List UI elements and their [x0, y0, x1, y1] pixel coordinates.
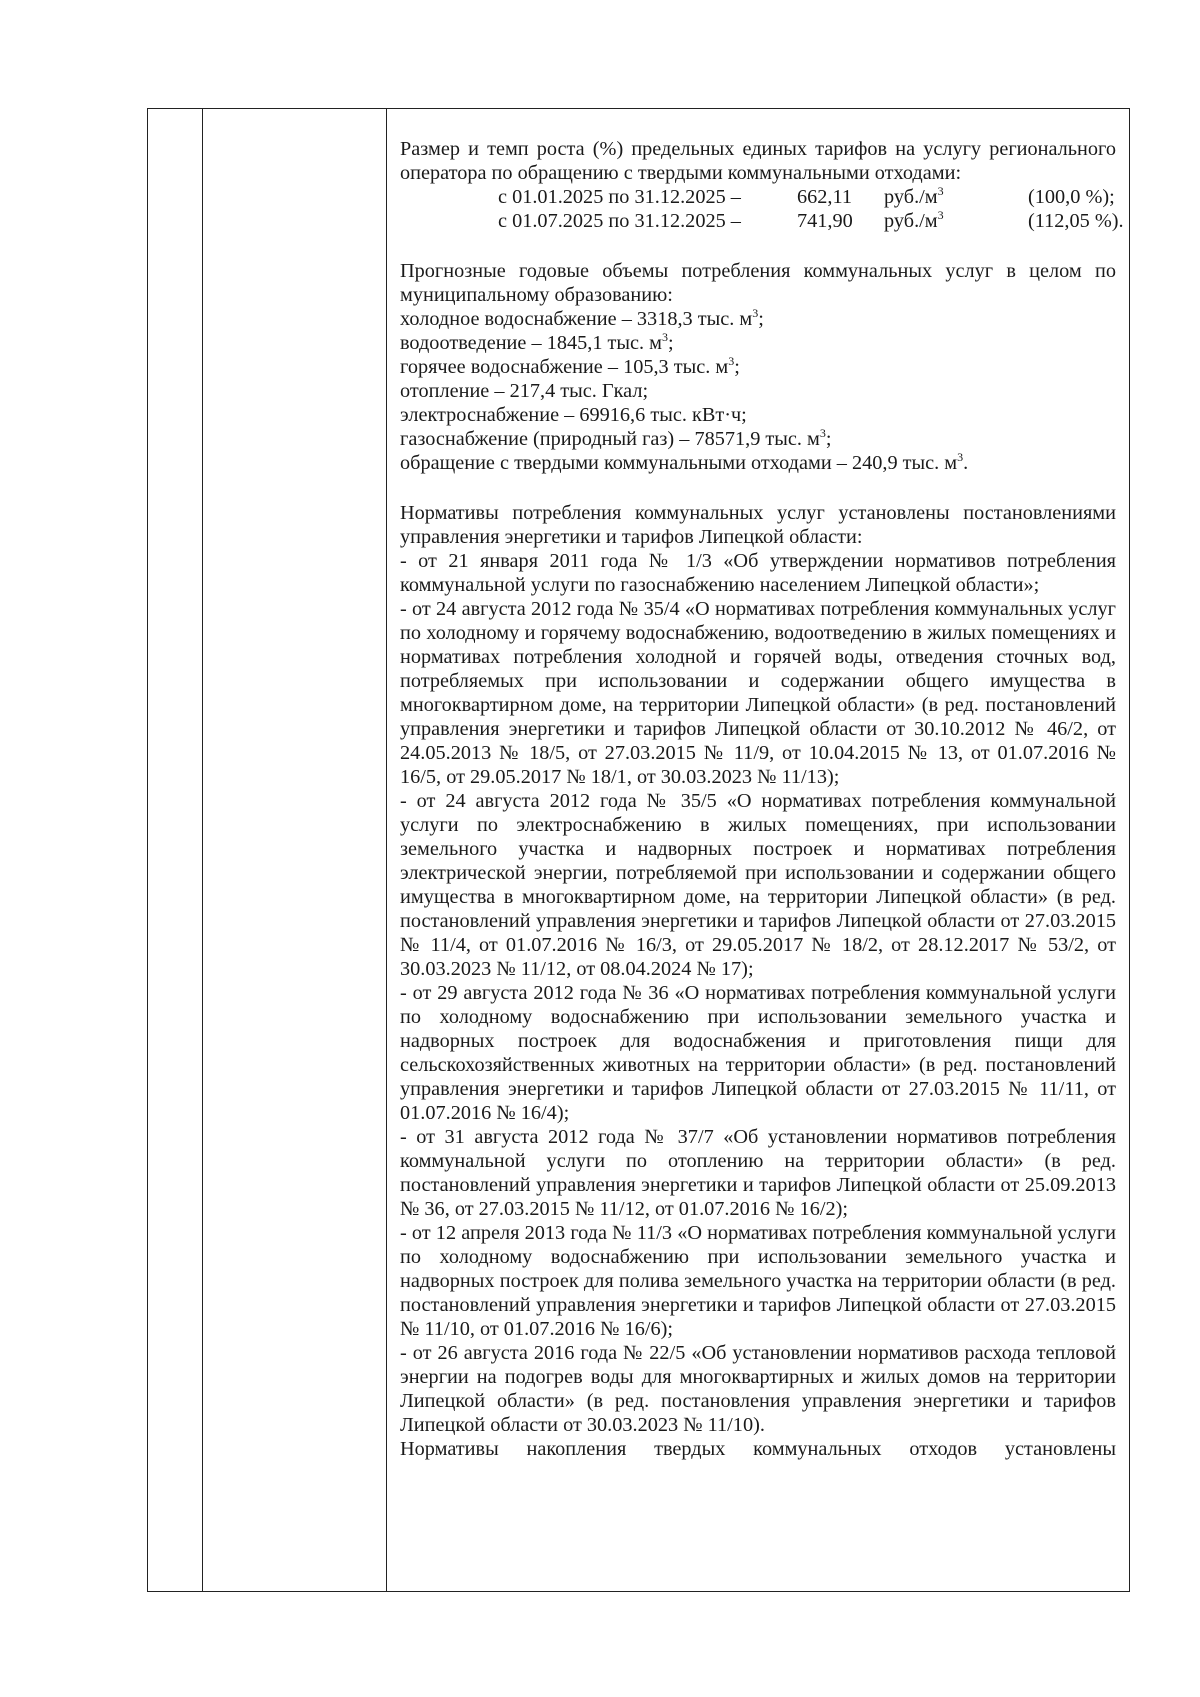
norm-item: - от 24 августа 2012 года № 35/4 «О нормативах потребления коммунальных услуг по холодному и горячему водоснабжению, водоотведению в жилых помещениях и нормативах потребления холодной и горячей воды, отведения сточных вод, потребляемых при использовании и содержании общего имущества в многоквартирном доме, на территории Липецкой области» (в ред. постановлений управления энергетики и тарифов Липецкой области от 30.10.2012 № 46/2, от 24.05.2013 № 18/5, от 27.03.2015 № 11/9, от 10.04.2015 № 13, от 01.07.2016 № 16/5, от 29.05.2017 № 18/1, от 30.03.2023 № 11/13);: [400, 598, 1116, 788]
table-column-divider: [386, 108, 387, 1592]
tariff-row: [400, 208, 1124, 233]
tariff-price: 741,90: [797, 210, 853, 232]
norm-item: - от 21 января 2011 года № 1/3 «Об утверждении нормативов потребления коммунальной услуги по газоснабжению населением Липецкой области»;: [400, 550, 1116, 596]
tariff-percent: (112,05 %).: [1028, 210, 1124, 232]
volume-item: водоотведение – 1845,1 тыс. $м^3$;: [400, 330, 674, 354]
volume-item: отопление – 217,4 тыс. Гкал;: [400, 380, 649, 402]
tariff-period: с 01.01.2025 по 31.12.2025 –: [498, 186, 741, 208]
tariff-unit: $руб./м^3$: [884, 208, 944, 232]
tariff-unit: $руб./м^3$: [884, 184, 944, 208]
norms-intro: Нормативы потребления коммунальных услуг установлены постановлениями управления энергетики и тарифов Липецкой области:: [400, 502, 1116, 548]
tariff-price: 662,11: [797, 186, 853, 208]
tariff-percent: (100,0 %);: [1028, 186, 1115, 208]
tariff-row: [400, 185, 1116, 209]
tariffs-intro: Размер и темп роста (%) предельных единых тарифов на услугу регионального оператора по обращению с твердыми коммунальными отходами:: [400, 138, 1116, 184]
volume-item: газоснабжение (природный газ) – 78571,9 тыс. $м^3$;: [400, 426, 832, 450]
norm-item: - от 29 августа 2012 года № 36 «О нормативах потребления коммунальной услуги по холодному водоснабжению при использовании земельного участка и надворных построек для водоснабжения и приготовления пищи для сельскохозяйственных животных на территории области» (в ред. постановлений управления энергетики и тарифов Липецкой области от 27.03.2015 № 11/11, от 01.07.2016 № 16/4);: [400, 982, 1116, 1124]
norm-item: - от 31 августа 2012 года № 37/7 «Об установлении нормативов потребления коммунальной услуги по отоплению на территории области» (в ред. постановлений управления энергетики и тарифов Липецкой области от 25.09.2013 № 36, от 27.03.2015 № 11/12, от 01.07.2016 № 16/2);: [400, 1126, 1116, 1220]
volume-item: обращение с твердыми коммунальными отходами – 240,9 тыс. $м^3$.: [400, 450, 969, 474]
waste-intro: Нормативы накопления твердых коммунальных отходов установлены: [400, 1438, 1116, 1460]
volumes-intro: Прогнозные годовые объемы потребления коммунальных услуг в целом по муниципальному образованию:: [400, 260, 1116, 306]
tariff-period: с 01.07.2025 по 31.12.2025 –: [498, 210, 741, 232]
volume-item: холодное водоснабжение – 3318,3 тыс. $м^3$;: [400, 306, 764, 330]
norm-item: - от 26 августа 2016 года № 22/5 «Об установлении нормативов расхода тепловой энергии на подогрев воды для многоквартирных и жилых домов на территории Липецкой области» (в ред. постановления управления энергетики и тарифов Липецкой области от 30.03.2023 № 11/10).: [400, 1342, 1116, 1436]
volume-item: горячее водоснабжение – 105,3 тыс. $м^3$;: [400, 354, 740, 378]
table-column-divider: [202, 108, 203, 1592]
norm-item: - от 24 августа 2012 года № 35/5 «О нормативах потребления коммунальной услуги по электроснабжению в жилых помещениях, при использовании земельного участка и надворных построек и нормативах потребления электрической энергии, потребляемой при использовании и содержании общего имущества в многоквартирном доме, на территории Липецкой области» (в ред. постановлений управления энергетики и тарифов Липецкой области от 27.03.2015 № 11/4, от 01.07.2016 № 16/3, от 29.05.2017 № 18/2, от 28.12.2017 № 53/2, от 30.03.2023 № 11/12, от 08.04.2024 № 17);: [400, 790, 1116, 980]
table-cell-content: [400, 137, 1124, 1461]
volume-item: электроснабжение – 69916,6 тыс. кВт·ч;: [400, 404, 747, 426]
norm-item: - от 12 апреля 2013 года № 11/3 «О нормативах потребления коммунальной услуги по холодному водоснабжению при использовании земельного участка и надворных построек для полива земельного участка на территории области (в ред. постановлений управления энергетики и тарифов Липецкой области от 27.03.2015 № 11/10, от 01.07.2016 № 16/6);: [400, 1222, 1116, 1340]
